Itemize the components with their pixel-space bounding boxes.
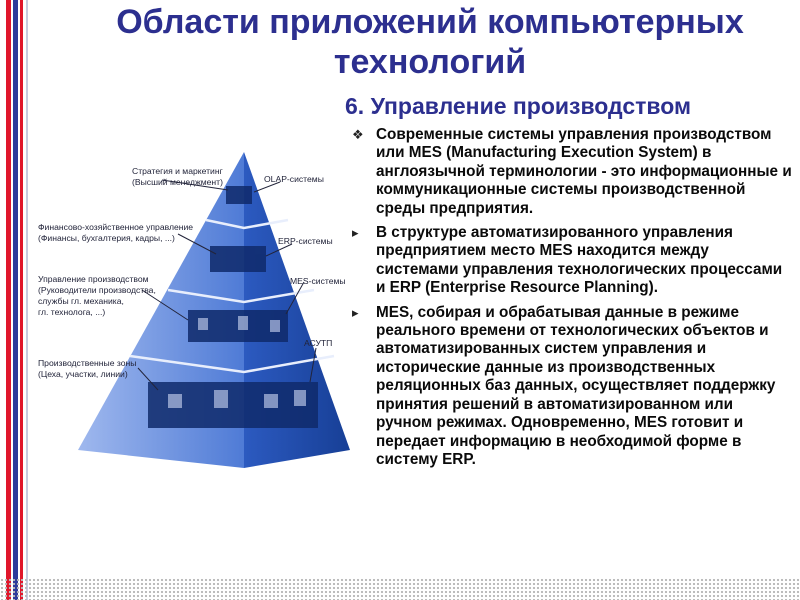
pyramid-level-2-label: Финансово-хозяйственное управление (Финансы, бухгалтерия, кадры, ...): [38, 222, 194, 243]
bullet-marker-icon: ▸: [352, 304, 359, 320]
section-subtitle: 6. Управление производством: [345, 93, 691, 119]
bullet-item: [352, 304, 792, 470]
decor-stripe-red-thin: [20, 0, 23, 600]
bullet-marker-icon: ▸: [352, 225, 359, 241]
slide-title: Области приложений компьютерных технологий: [116, 3, 744, 81]
pyramid-level-4-label: Производственные зоны (Цеха, участки, линии): [38, 358, 137, 379]
decor-stripe-blue: [13, 0, 18, 600]
bullet-marker-icon: ❖: [352, 127, 364, 142]
decor-dotted-band: [0, 578, 800, 600]
pyramid-system-olap: OLAP-системы: [264, 174, 324, 184]
pyramid-level-1-label: Стратегия и маркетинг (Высший менеджмент): [132, 166, 223, 187]
tier1-figures: [226, 186, 252, 204]
bullet-text: Современные системы управления производством или MES (Manufacturing Execution System) в англоязычной терминологии - это информационные и коммуникационные системы производственной среды предприятия.: [376, 126, 792, 217]
bullet-text: MES, собирая и обрабатывая данные в режиме реального времени от технологических объектов и автоматизированных систем управления и исторические данные из производственных реляционных баз данных, осуществляет поддержку принятия решений в автоматизированном или ручном режимах. Одновременно, MES готовит и передает информацию в необходимой форме в систему ERP.: [376, 303, 776, 468]
pyramid-illustration: [38, 150, 350, 468]
bullet-item: [352, 224, 792, 298]
tier2-figures: [210, 246, 266, 272]
decor-stripe-grey: [26, 0, 28, 600]
pyramid-system-mes: MES-системы: [290, 276, 346, 286]
decor-stripe-red: [6, 0, 11, 600]
bullet-text: В структуре автоматизированного управления предприятием место MES находится между системами управления технологических процессами и ERP (Enterprise Resource Planning).: [376, 224, 783, 297]
pyramid-system-asutp: АСУТП: [304, 338, 333, 348]
pyramid-system-erp: ERP-системы: [278, 236, 333, 246]
bullet-list: [352, 126, 792, 475]
pyramid-level-3-label: Управление производством (Руководители производства, службы гл. механика, гл. технолога, ...): [38, 274, 156, 317]
bullet-item: [352, 126, 792, 218]
